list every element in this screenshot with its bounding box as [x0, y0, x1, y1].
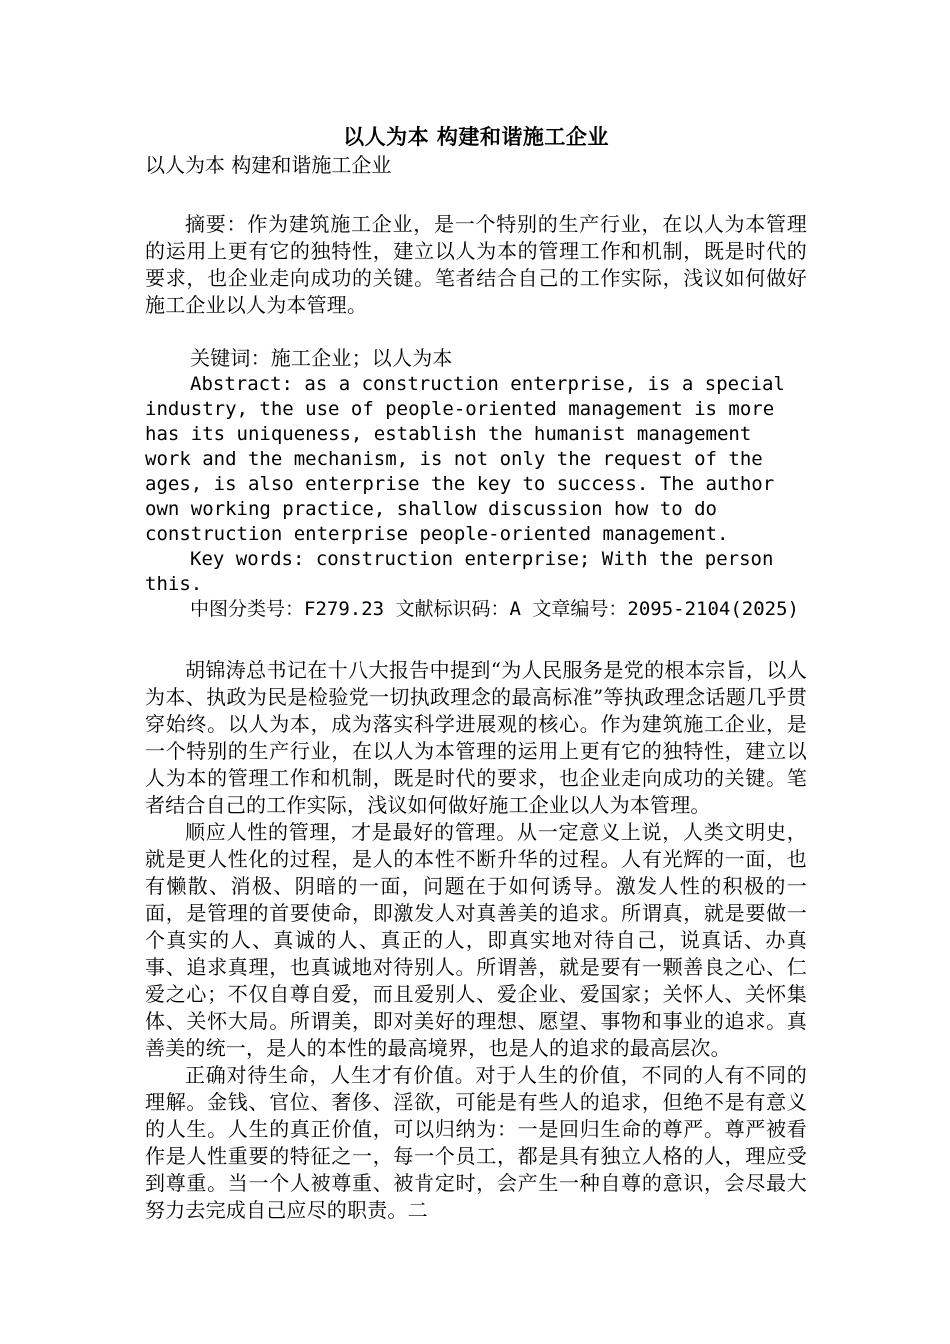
- document-page: [145, 122, 807, 1224]
- spacer: [145, 178, 807, 211]
- keywords-en: Key words: construction enterprise; With the person this.: [145, 548, 774, 595]
- spacer: [145, 319, 807, 345]
- spacer: [145, 622, 807, 657]
- body-paragraph-3: 正确对待生命，人生才有价值。对于人生的价值，不同的人有不同的理解。金钱、官位、奢侈、淫欲，可能是有些人的追求，但绝不是有意义的人生。人生的真正价值，可以归纳为：一是回归生命的尊严。尊严被看作是人性重要的特征之一，每一个员工，都是具有独立人格的人，理应受到尊重。当一个人被尊重、被肯定时，会产生一种自尊的意识，会尽最大努力去完成自己应尽的职责。二: [145, 1063, 807, 1222]
- abstract-cn: 摘要：作为建筑施工企业，是一个特别的生产行业，在以人为本管理的运用上更有它的独特性，建立以人为本的管理工作和机制，既是时代的要求，也企业走向成功的关键。笔者结合自己的工作实际，浅议如何做好施工企业以人为本管理。: [145, 212, 807, 317]
- document-title: 以人为本 构建和谐施工企业: [343, 124, 609, 149]
- keywords-cn: 关键词：施工企业；以人为本: [190, 346, 453, 370]
- abstract-en: Abstract: as a construction enterprise, is a special industry, the use of people-oriented management is more has its uniqueness, establish the humanist management work and the mechanism, is not only the request of the ages, is also enterprise the key to success. The author own working practice, shallow discussion how to do construction enterprise people-oriented management.: [145, 373, 785, 545]
- body-paragraph-1: 胡锦涛总书记在十八大报告中提到“为人民服务是党的根本宗旨，以人为本、执政为民是检验党一切执政理念的最高标准”等执政理念话题几乎贯穿始终。以人为本，成为落实科学进展观的核心。作为建筑施工企业，是一个特别的生产行业，在以人为本管理的运用上更有它的独特性，建立以人为本的管理工作和机制，既是时代的要求，也企业走向成功的关键。笔者结合自己的工作实际，浅议如何做好施工企业以人为本管理。: [145, 658, 807, 817]
- body-paragraph-2: 顺应人性的管理，才是最好的管理。从一定意义上说，人类文明史，就是更人性化的过程，是人的本性不断升华的过程。人有光辉的一面，也有懒散、消极、阴暗的一面，问题在于如何诱导。激发人性的积极的一面，是管理的首要使命，即激发人对真善美的追求。所谓真，就是要做一个真实的人、真诚的人、真正的人，即真实地对待自己，说真话、办真事、追求真理，也真诚地对待别人。所谓善，就是要有一颗善良之心、仁爱之心；不仅自尊自爱，而且爱别人、爱企业、爱国家；关怀人、关怀集体、关怀大局。所谓美，即对美好的理想、愿望、事物和事业的追求。真善美的统一，是人的本性的最高境界，也是人的追求的最高层次。: [145, 820, 807, 1060]
- document-subtitle: 以人为本 构建和谐施工企业: [145, 153, 392, 177]
- classification-line: 中图分类号：F279.23 文献标识码：A 文章编号：2095-2104(2025): [190, 598, 799, 620]
